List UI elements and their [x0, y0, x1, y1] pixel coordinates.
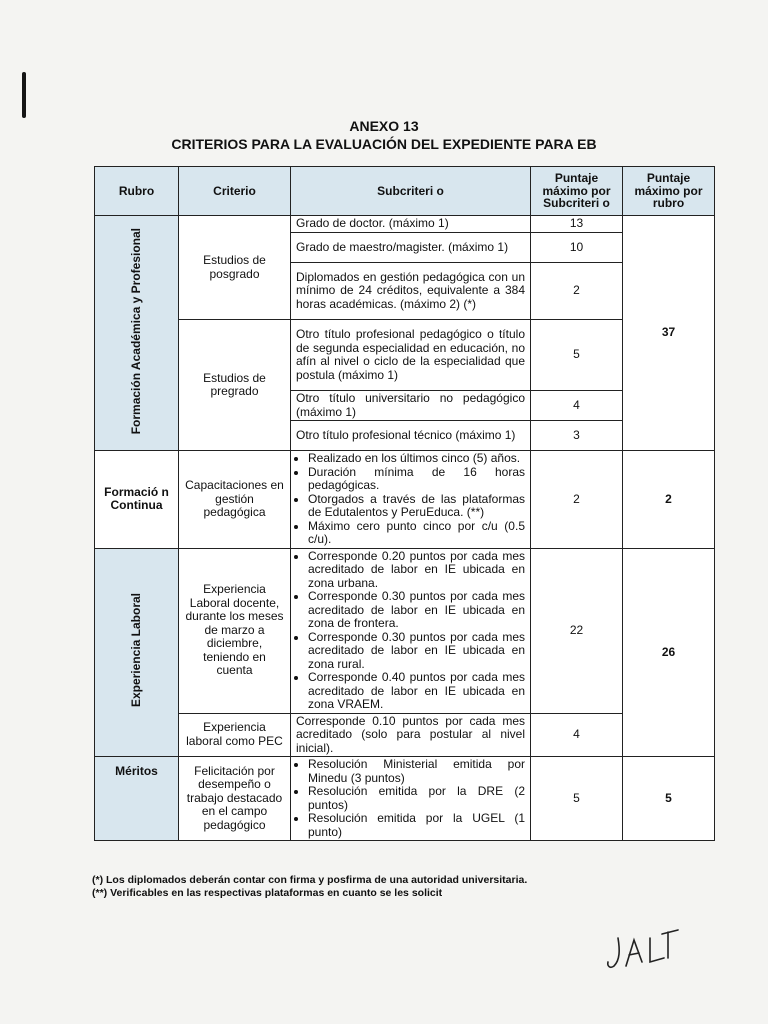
footnote-plataformas: (**) Verificables en las respectivas plataformas en cuanto se les solicit: [92, 887, 443, 899]
criterio-capacitaciones: Capacitaciones en gestión pedagógica: [179, 451, 291, 549]
footnote-diplomados: (*) Los diplomados deberán contar con firma y posfirma de una autoridad universitaria.: [92, 874, 528, 886]
handwritten-signature: [604, 928, 694, 972]
header-rubro: Rubro: [95, 167, 179, 216]
list-item: • Corresponde 0.30 puntos por cada mes acreditado de labor en IE ubicada en zona de frontera.: [308, 590, 525, 631]
list-item: • Corresponde 0.40 puntos por cada mes acreditado de labor en IE ubicada en zona VRAEM.: [308, 671, 525, 712]
table-row: [95, 451, 715, 549]
subcriterio-experiencia-docente: [291, 548, 531, 713]
experiencia-docente-list: [296, 550, 525, 712]
rubro-laboral-label: Experiencia Laboral: [128, 593, 143, 708]
capacitaciones-list: [296, 452, 525, 547]
subcriterio-felicitacion: [291, 757, 531, 841]
list-item: • Corresponde 0.20 puntos por cada mes acreditado de labor en IE ubicada en zona urbana.: [308, 550, 525, 591]
footnotes: [92, 874, 527, 900]
annex-title: ANEXO 13: [349, 118, 419, 134]
annex-subtitle: CRITERIOS PARA LA EVALUACIÓN DEL EXPEDIENTE PARA EB: [171, 136, 597, 152]
list-item: • Resolución emitida por la DRE (2 puntos): [308, 785, 525, 812]
header-puntaje-rubro: Puntaje máximo por rubro: [623, 167, 715, 216]
puntaje-titulo-universitario: 4: [531, 391, 623, 421]
header-puntaje-subcriterio: Puntaje máximo por Subcriteri o: [531, 167, 623, 216]
rubro-formacion: [95, 216, 179, 451]
rubro-meritos: Méritos: [95, 757, 179, 841]
rubro-laboral: [95, 548, 179, 757]
puntaje-capacitaciones: 2: [531, 451, 623, 549]
puntaje-diplomados: 2: [531, 263, 623, 320]
rubro-formacion-label: Formación Académica y Profesional: [128, 228, 143, 435]
criterio-experiencia-pec: Experiencia laboral como PEC: [179, 713, 291, 757]
title-block: [0, 118, 768, 152]
criterio-felicitacion: Felicitación por desempeño o trabajo destacado en el campo pedagógico: [179, 757, 291, 841]
subcriterio-titulo-pedagogico: Otro título profesional pedagógico o título de segunda especialidad en educación, no afín al nivel o ciclo de la especialidad que postula (máximo 1): [291, 320, 531, 391]
table-row: [95, 320, 715, 391]
puntaje-maestro: 10: [531, 233, 623, 263]
subcriterio-doctor: Grado de doctor. (máximo 1): [291, 216, 531, 233]
puntaje-rubro-meritos: 5: [623, 757, 715, 841]
puntaje-experiencia-pec: 4: [531, 713, 623, 757]
subcriterio-capacitaciones: [291, 451, 531, 549]
puntaje-experiencia-docente: 22: [531, 548, 623, 713]
table-row: [95, 216, 715, 233]
criterio-experiencia-docente: Experiencia Laboral docente, durante los meses de marzo a diciembre, teniendo en cuenta: [179, 548, 291, 713]
list-item: • Realizado en los últimos cinco (5) años.: [308, 452, 525, 466]
table-row: [95, 548, 715, 713]
header-subcriterio: Subcriteri o: [291, 167, 531, 216]
puntaje-felicitacion: 5: [531, 757, 623, 841]
subcriterio-titulo-universitario: Otro título universitario no pedagógico (máximo 1): [291, 391, 531, 421]
rubro-continua: Formació n Continua: [95, 451, 179, 549]
puntaje-titulo-pedagogico: 5: [531, 320, 623, 391]
table-row: [95, 713, 715, 757]
subcriterio-diplomados: Diplomados en gestión pedagógica con un mínimo de 24 créditos, equivalente a 384 horas académicas. (máximo 2) (*): [291, 263, 531, 320]
puntaje-rubro-continua: 2: [623, 451, 715, 549]
criteria-table: [94, 166, 715, 841]
list-item: • Otorgados a través de las plataformas de Edutalentos y PeruEduca. (**): [308, 493, 525, 520]
list-item: • Resolución emitida por la UGEL (1 punto): [308, 812, 525, 839]
list-item: • Corresponde 0.30 puntos por cada mes acreditado de labor en IE ubicada en zona rural.: [308, 631, 525, 672]
criterio-pregrado: Estudios de pregrado: [179, 320, 291, 451]
puntaje-titulo-tecnico: 3: [531, 421, 623, 451]
list-item: • Resolución Ministerial emitida por Minedu (3 puntos): [308, 758, 525, 785]
felicitacion-list: [296, 758, 525, 839]
header-criterio: Criterio: [179, 167, 291, 216]
criterio-posgrado: Estudios de posgrado: [179, 216, 291, 320]
table-row: [95, 757, 715, 841]
puntaje-rubro-formacion: 37: [623, 216, 715, 451]
table-header-row: [95, 167, 715, 216]
subcriterio-titulo-tecnico: Otro título profesional técnico (máximo 1): [291, 421, 531, 451]
list-item: • Máximo cero punto cinco por c/u (0.5 c/u).: [308, 520, 525, 547]
margin-mark: [22, 72, 26, 118]
list-item: • Duración mínima de 16 horas pedagógicas.: [308, 466, 525, 493]
puntaje-rubro-laboral: 26: [623, 548, 715, 757]
puntaje-doctor: 13: [531, 216, 623, 233]
subcriterio-maestro: Grado de maestro/magister. (máximo 1): [291, 233, 531, 263]
subcriterio-experiencia-pec: Corresponde 0.10 puntos por cada mes acreditado (solo para postular al nivel inicial).: [291, 713, 531, 757]
